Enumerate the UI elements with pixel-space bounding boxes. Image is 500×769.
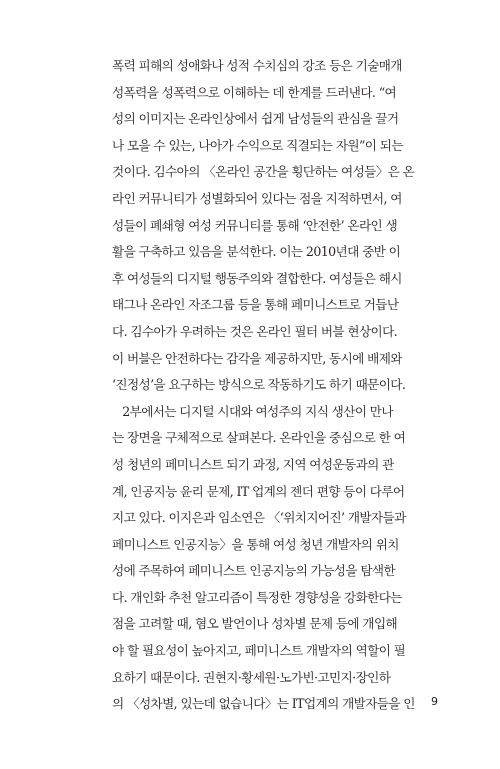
- text-line: 폭력 피해의 성애화나 성적 수치심의 강조 등은 기술매개: [112, 58, 402, 73]
- text-line: 라인 커뮤니티가 성별화되어 있다는 점을 지적하면서, 여: [112, 190, 402, 206]
- text-line: ‘진정성’을 요구하는 방식으로 작동하기도 하기 때문이다.: [112, 377, 406, 393]
- text-line: 성의 이미지는 온라인상에서 쉽게 남성들의 관심을 끌거: [112, 111, 399, 127]
- text-line: 이 버블은 안전하다는 감각을 제공하지만, 동시에 배제와: [112, 350, 402, 366]
- text-line: 계, 인공지능 윤리 문제, IT 업계의 젠더 편향 등이 다루어: [112, 483, 405, 499]
- text-line: 나 모을 수 있는, 나아가 수익으로 직결되는 자원”이 되는: [112, 137, 403, 153]
- text-line: 다. 개인화 추천 알고리즘이 특정한 경향성을 강화한다는: [112, 589, 402, 605]
- text-line: 페미니스트 인공지능〉을 통해 여성 청년 개발자의 위치: [112, 536, 399, 552]
- text-line: 활을 구축하고 있음을 분석한다. 이는 2010년대 중반 이: [112, 244, 401, 260]
- page-number: 9: [431, 695, 438, 708]
- text-line: 성 청년의 페미니스트 되기 과정, 지역 여성운동과의 관: [112, 456, 394, 472]
- text-line: 다. 김수아가 우려하는 것은 온라인 필터 버블 현상이다.: [112, 323, 398, 339]
- text-line: 야 할 필요성이 높아지고, 페미니스트 개발자의 역할이 필: [112, 643, 406, 659]
- text-line: 성들이 폐쇄형 여성 커뮤니티를 통해 ‘안전한’ 온라인 생: [112, 217, 398, 233]
- text-line: 의 〈성차별, 있는데 없습니다〉는 IT업계의 개발자들을 인: [112, 696, 415, 712]
- text-line: 점을 고려할 때, 혐오 발언이나 성차별 문제 등에 개입해: [112, 616, 398, 632]
- text-line: 태그나 온라인 자조그룹 등을 통해 페미니스트로 거듭난: [112, 297, 399, 313]
- text-line: 요하기 때문이다. 권현지·황세원·노가빈·고민지·장인하: [112, 669, 391, 685]
- body-text: [112, 53, 440, 718]
- text-line: 것이다. 김수아의 〈온라인 공간을 횡단하는 여성들〉은 온: [112, 164, 415, 180]
- text-line: 는 장면을 구체적으로 살펴본다. 온라인을 중심으로 한 여: [112, 430, 406, 446]
- text-line: 성폭력을 성폭력으로 이해하는 데 한계를 드러낸다. “여: [112, 84, 397, 100]
- text-line: 2부에서는 디지털 시대와 여성주의 지식 생산이 만나: [112, 403, 393, 419]
- text-line: 후 여성들의 디지털 행동주의와 결합한다. 여성들은 해시: [112, 270, 402, 286]
- text-line: 성에 주목하여 페미니스트 인공지능의 가능성을 탐색한: [112, 563, 396, 579]
- text-line: 지고 있다. 이지은과 임소연은 〈‘위치지어진’ 개발자들과: [112, 510, 406, 526]
